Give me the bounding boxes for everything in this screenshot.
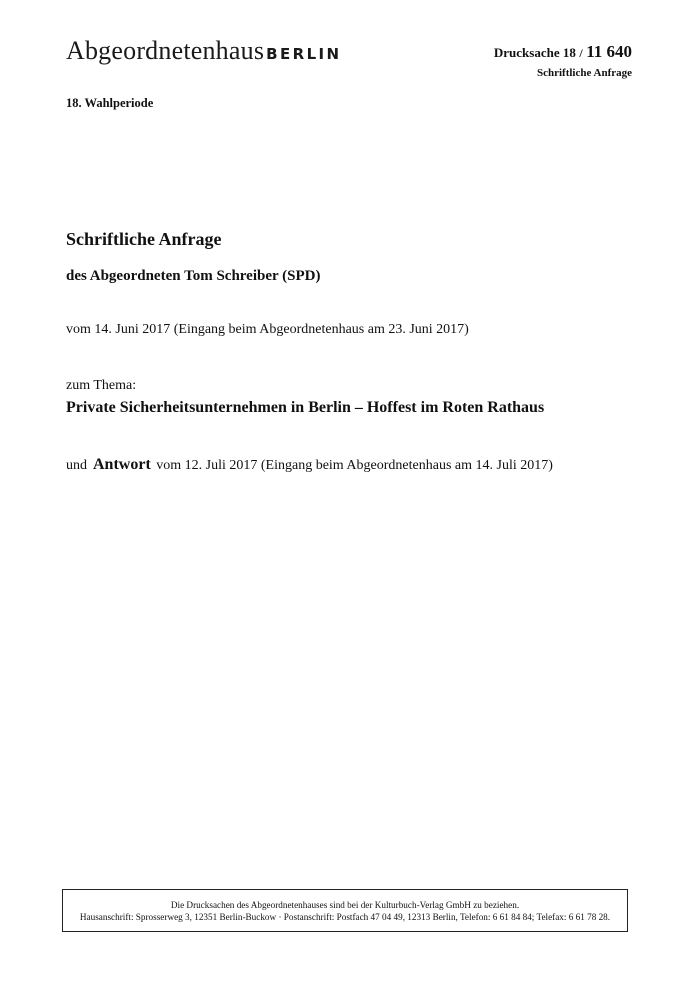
logo-city: BERLIN [266,45,342,63]
document-number-separator: / [579,46,583,60]
document-title: Schriftliche Anfrage [66,229,222,249]
submission-date-line: vom 14. Juni 2017 (Eingang beim Abgeordnetenhaus am 23. Juni 2017) [66,322,469,337]
document-number [494,42,632,62]
footer-line-2: Hausanschrift: Sprosserweg 3, 12351 Berlin-Buckow · Postanschrift: Postfach 47 04 49, 12313 Berlin, Telefon: 6 61 84 84; Telefax: 6 61 78 28. [79,912,611,922]
answer-date: vom 12. Juli 2017 (Eingang beim Abgeordnetenhaus am 14. Juli 2017) [156,458,553,473]
author-line: des Abgeordneten Tom Schreiber (SPD) [66,268,321,284]
topic-label: zum Thema: [66,378,137,393]
answer-prefix: und [66,458,87,473]
logo-wordmark: Abgeordnetenhaus [66,36,265,65]
footer-box [62,889,628,932]
answer-line [66,456,553,474]
document-type: Schriftliche Anfrage [536,67,632,79]
footer-line-1: Die Drucksachen des Abgeordnetenhauses sind bei der Kulturbuch-Verlag GmbH zu beziehen. [170,900,520,910]
document-number-prefix: Drucksache 18 [493,45,576,60]
answer-word: Antwort [93,456,151,473]
document-number-value: 11 640 [586,42,632,61]
topic-title: Private Sicherheitsunternehmen in Berlin – Hoffest im Roten Rathaus [66,399,545,416]
legislative-period: 18. Wahlperiode [66,96,154,110]
parliament-logo [66,38,341,64]
